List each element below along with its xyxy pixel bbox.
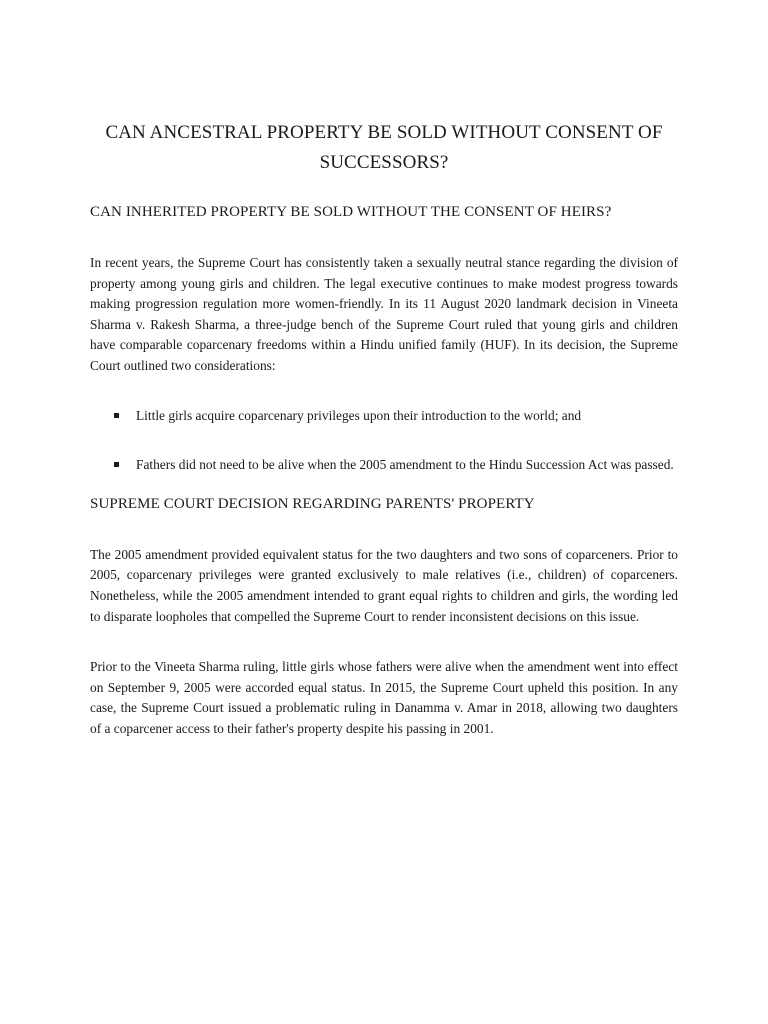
square-bullet-icon bbox=[114, 413, 119, 418]
paragraph-2005-amendment: The 2005 amendment provided equivalent status for the two daughters and two sons of coparceners. Prior to 2005, coparcenary privileges were granted exclusively to male relatives (i.e., children) of coparceners. Nonetheless, while the 2005 amendment intended to grant equal rights to children and girls, the wording led to disparate loopholes that compelled the Supreme Court to render inconsistent decisions on this issue. bbox=[90, 546, 678, 624]
list-item-text: Little girls acquire coparcenary privileges upon their introduction to the world; and bbox=[136, 407, 582, 423]
paragraph-vineeta-sharma: Prior to the Vineeta Sharma ruling, little girls whose fathers were alive when the amendment went into effect on September 9, 2005 were accorded equal status. In 2015, the Supreme Court upheld this position. In any case, the Supreme Court issued a problematic ruling in Danamma v. Amar in 2018, allowing two daughters of a coparcener access to their father's property despite his passing in 2001. bbox=[90, 659, 678, 736]
document-title: CAN ANCESTRAL PROPERTY BE SOLD WITHOUT CONSENT OF SUCCESSORS? bbox=[105, 122, 663, 173]
document-page bbox=[90, 118, 678, 740]
list-item-text: Fathers did not need to be alive when the 2005 amendment to the Hindu Succession Act was passed. bbox=[136, 457, 674, 473]
paragraph-intro: In recent years, the Supreme Court has consistently taken a sexually neutral stance regarding the division of property among young girls and children. The legal executive continues to make modest progress towards making progression regulation more women-friendly. In its 11 August 2020 landmark decision in Vineeta Sharma v. Rakesh Sharma, a three-judge bench of the Supreme Court ruled that young girls and children have comparable coparcenary freedoms within a Hindu unified family (HUF). In its decision, the Supreme Court outlined two considerations: bbox=[90, 255, 678, 373]
section-heading-inherited-property: CAN INHERITED PROPERTY BE SOLD WITHOUT THE CONSENT OF HEIRS? bbox=[90, 204, 612, 220]
section-heading-supreme-court-decision: SUPREME COURT DECISION REGARDING PARENTS' PROPERTY bbox=[90, 495, 535, 512]
list-item bbox=[90, 406, 678, 427]
square-bullet-icon bbox=[114, 462, 119, 467]
list-item bbox=[90, 455, 678, 476]
considerations-list bbox=[90, 406, 678, 476]
